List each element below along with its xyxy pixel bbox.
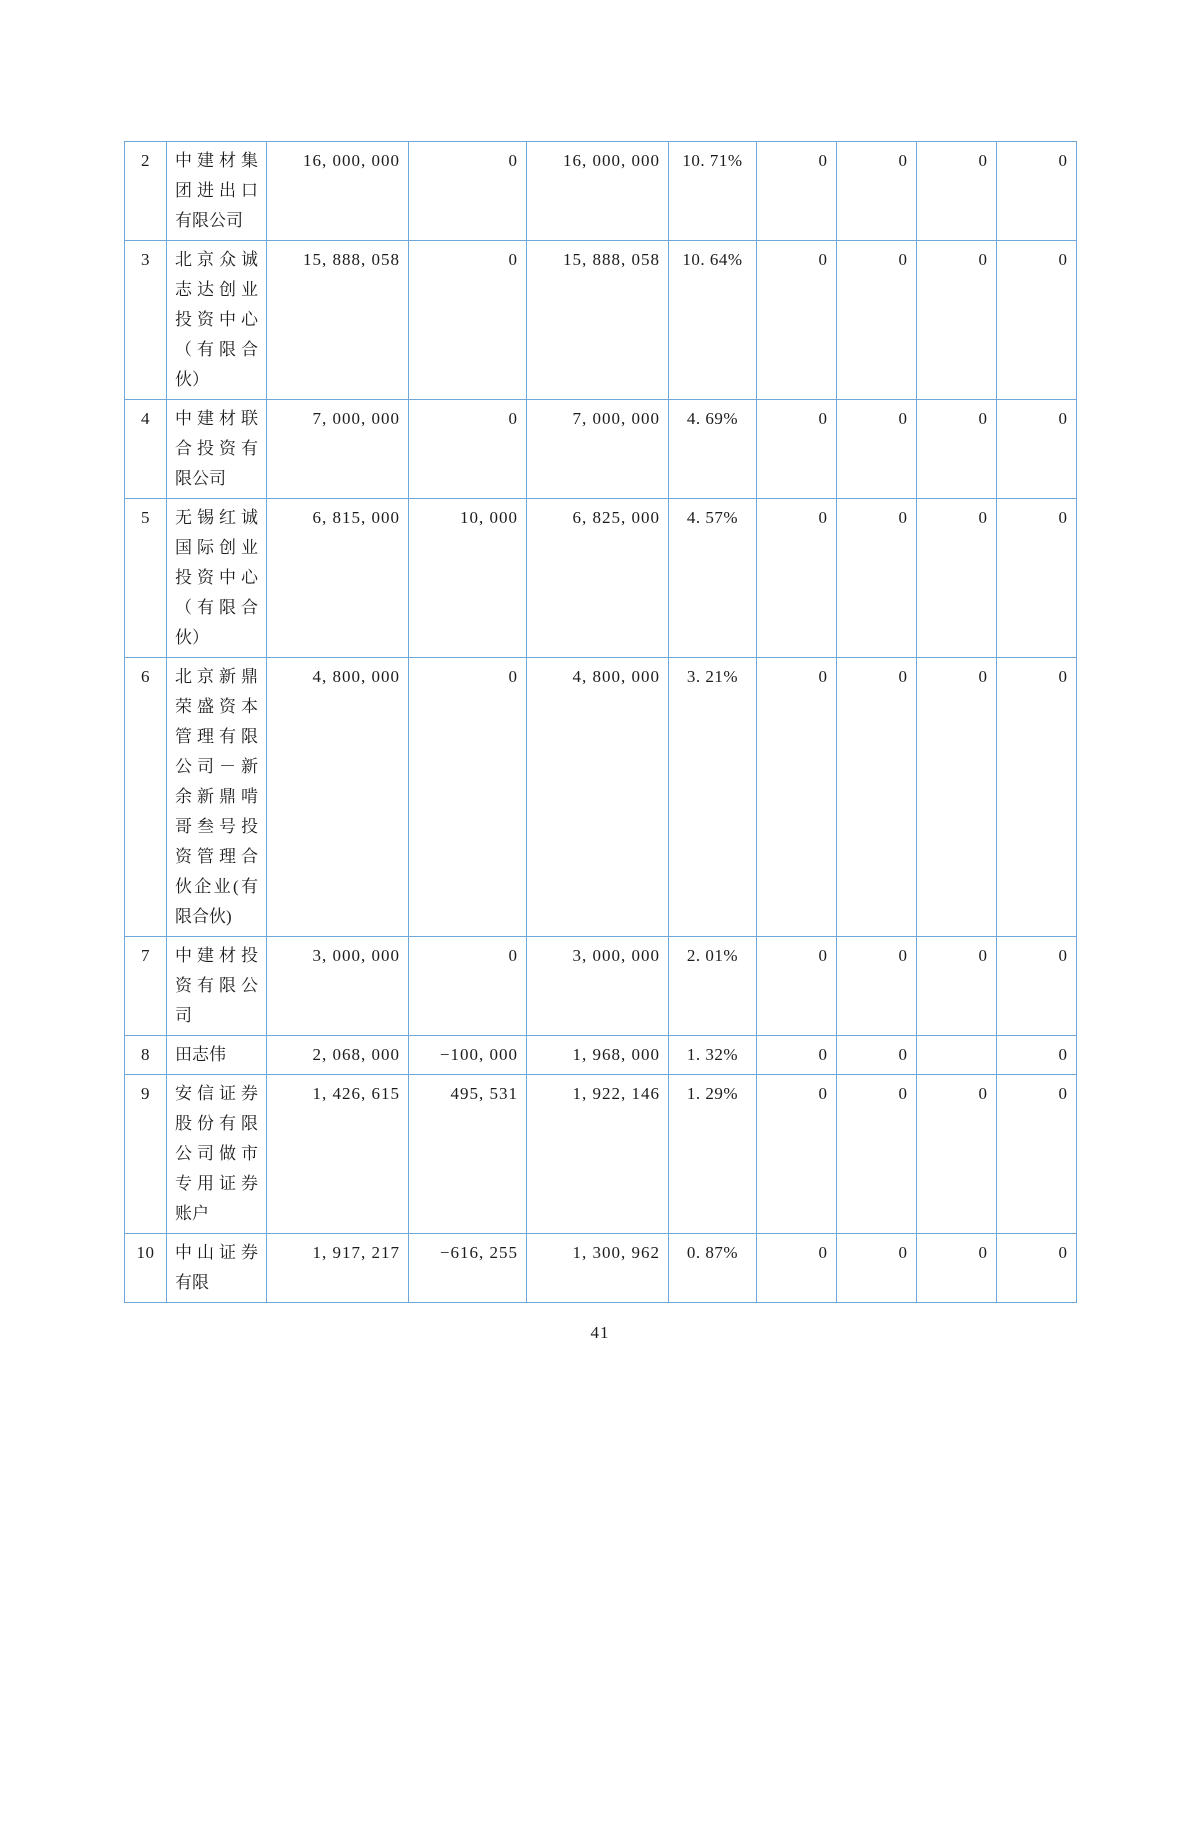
zero-cell-1: 0 bbox=[757, 937, 837, 1036]
shareholders-table bbox=[124, 141, 1077, 1303]
amount-cell-2: −616, 255 bbox=[409, 1234, 527, 1303]
zero-cell-2: 0 bbox=[837, 1234, 917, 1303]
zero-cell-1: 0 bbox=[757, 142, 837, 241]
row-number-cell: 5 bbox=[125, 499, 167, 658]
zero-cell-4: 0 bbox=[997, 499, 1077, 658]
amount-cell-1: 16, 000, 000 bbox=[267, 142, 409, 241]
amount-cell-2: 0 bbox=[409, 400, 527, 499]
row-number-cell: 8 bbox=[125, 1036, 167, 1075]
table-row bbox=[125, 1075, 1077, 1234]
amount-cell-1: 6, 815, 000 bbox=[267, 499, 409, 658]
zero-cell-2: 0 bbox=[837, 400, 917, 499]
shareholder-name-cell: 北京众诚志达创业投资中心（有限合伙） bbox=[167, 241, 267, 400]
amount-cell-1: 3, 000, 000 bbox=[267, 937, 409, 1036]
zero-cell-1: 0 bbox=[757, 499, 837, 658]
document-page bbox=[0, 141, 1200, 1837]
table-row bbox=[125, 1036, 1077, 1075]
zero-cell-4: 0 bbox=[997, 241, 1077, 400]
amount-cell-1: 1, 426, 615 bbox=[267, 1075, 409, 1234]
zero-cell-3: 0 bbox=[917, 142, 997, 241]
amount-cell-2: −100, 000 bbox=[409, 1036, 527, 1075]
page-number: 41 bbox=[590, 1323, 610, 1342]
zero-cell-1: 0 bbox=[757, 241, 837, 400]
amount-cell-3: 15, 888, 058 bbox=[527, 241, 669, 400]
zero-cell-2: 0 bbox=[837, 1036, 917, 1075]
amount-cell-2: 0 bbox=[409, 241, 527, 400]
amount-cell-2: 495, 531 bbox=[409, 1075, 527, 1234]
zero-cell-4: 0 bbox=[997, 1075, 1077, 1234]
shareholder-name-cell: 中建材联合投资有限公司 bbox=[167, 400, 267, 499]
zero-cell-1: 0 bbox=[757, 1234, 837, 1303]
percent-cell: 1. 32% bbox=[669, 1036, 757, 1075]
zero-cell-3: 0 bbox=[917, 400, 997, 499]
zero-cell-3: 0 bbox=[917, 1075, 997, 1234]
percent-cell: 2. 01% bbox=[669, 937, 757, 1036]
table-row bbox=[125, 499, 1077, 658]
shareholder-name-cell: 北京新鼎荣盛资本管理有限公司－新余新鼎啃哥叁号投资管理合伙企业(有限合伙) bbox=[167, 658, 267, 937]
row-number-cell: 7 bbox=[125, 937, 167, 1036]
amount-cell-1: 4, 800, 000 bbox=[267, 658, 409, 937]
zero-cell-4: 0 bbox=[997, 1234, 1077, 1303]
row-number-cell: 3 bbox=[125, 241, 167, 400]
shareholder-name-cell: 无锡红诚国际创业投资中心（有限合伙） bbox=[167, 499, 267, 658]
percent-cell: 4. 57% bbox=[669, 499, 757, 658]
percent-cell: 1. 29% bbox=[669, 1075, 757, 1234]
zero-cell-2: 0 bbox=[837, 142, 917, 241]
amount-cell-3: 1, 300, 962 bbox=[527, 1234, 669, 1303]
shareholder-name-cell: 安信证券股份有限公司做市专用证券账户 bbox=[167, 1075, 267, 1234]
zero-cell-4: 0 bbox=[997, 142, 1077, 241]
table-row bbox=[125, 937, 1077, 1036]
zero-cell-1: 0 bbox=[757, 400, 837, 499]
percent-cell: 3. 21% bbox=[669, 658, 757, 937]
percent-cell: 10. 64% bbox=[669, 241, 757, 400]
percent-cell: 4. 69% bbox=[669, 400, 757, 499]
zero-cell-3: 0 bbox=[917, 241, 997, 400]
percent-cell: 0. 87% bbox=[669, 1234, 757, 1303]
zero-cell-1: 0 bbox=[757, 1075, 837, 1234]
amount-cell-3: 1, 922, 146 bbox=[527, 1075, 669, 1234]
zero-cell-2: 0 bbox=[837, 658, 917, 937]
zero-cell-3: 0 bbox=[917, 499, 997, 658]
zero-cell-2: 0 bbox=[837, 241, 917, 400]
zero-cell-3: 0 bbox=[917, 658, 997, 937]
amount-cell-3: 4, 800, 000 bbox=[527, 658, 669, 937]
amount-cell-2: 0 bbox=[409, 937, 527, 1036]
amount-cell-2: 0 bbox=[409, 142, 527, 241]
row-number-cell: 6 bbox=[125, 658, 167, 937]
amount-cell-3: 16, 000, 000 bbox=[527, 142, 669, 241]
amount-cell-1: 15, 888, 058 bbox=[267, 241, 409, 400]
table-row bbox=[125, 658, 1077, 937]
amount-cell-1: 7, 000, 000 bbox=[267, 400, 409, 499]
zero-cell-3 bbox=[917, 1036, 997, 1075]
table-row bbox=[125, 1234, 1077, 1303]
row-number-cell: 4 bbox=[125, 400, 167, 499]
zero-cell-1: 0 bbox=[757, 658, 837, 937]
row-number-cell: 9 bbox=[125, 1075, 167, 1234]
zero-cell-4: 0 bbox=[997, 658, 1077, 937]
row-number-cell: 2 bbox=[125, 142, 167, 241]
amount-cell-1: 1, 917, 217 bbox=[267, 1234, 409, 1303]
zero-cell-4: 0 bbox=[997, 400, 1077, 499]
table-body bbox=[125, 142, 1077, 1303]
amount-cell-3: 7, 000, 000 bbox=[527, 400, 669, 499]
table-row bbox=[125, 400, 1077, 499]
shareholder-name-cell: 中建材投资有限公司 bbox=[167, 937, 267, 1036]
zero-cell-2: 0 bbox=[837, 499, 917, 658]
table-row bbox=[125, 241, 1077, 400]
zero-cell-4: 0 bbox=[997, 1036, 1077, 1075]
shareholder-name-cell: 中建材集团进出口有限公司 bbox=[167, 142, 267, 241]
amount-cell-1: 2, 068, 000 bbox=[267, 1036, 409, 1075]
table-row bbox=[125, 142, 1077, 241]
shareholder-name-cell: 田志伟 bbox=[167, 1036, 267, 1075]
zero-cell-2: 0 bbox=[837, 1075, 917, 1234]
row-number-cell: 10 bbox=[125, 1234, 167, 1303]
zero-cell-2: 0 bbox=[837, 937, 917, 1036]
zero-cell-3: 0 bbox=[917, 1234, 997, 1303]
amount-cell-2: 10, 000 bbox=[409, 499, 527, 658]
zero-cell-1: 0 bbox=[757, 1036, 837, 1075]
amount-cell-3: 1, 968, 000 bbox=[527, 1036, 669, 1075]
shareholder-name-cell: 中山证券有限 bbox=[167, 1234, 267, 1303]
amount-cell-3: 6, 825, 000 bbox=[527, 499, 669, 658]
zero-cell-4: 0 bbox=[997, 937, 1077, 1036]
amount-cell-2: 0 bbox=[409, 658, 527, 937]
amount-cell-3: 3, 000, 000 bbox=[527, 937, 669, 1036]
zero-cell-3: 0 bbox=[917, 937, 997, 1036]
percent-cell: 10. 71% bbox=[669, 142, 757, 241]
